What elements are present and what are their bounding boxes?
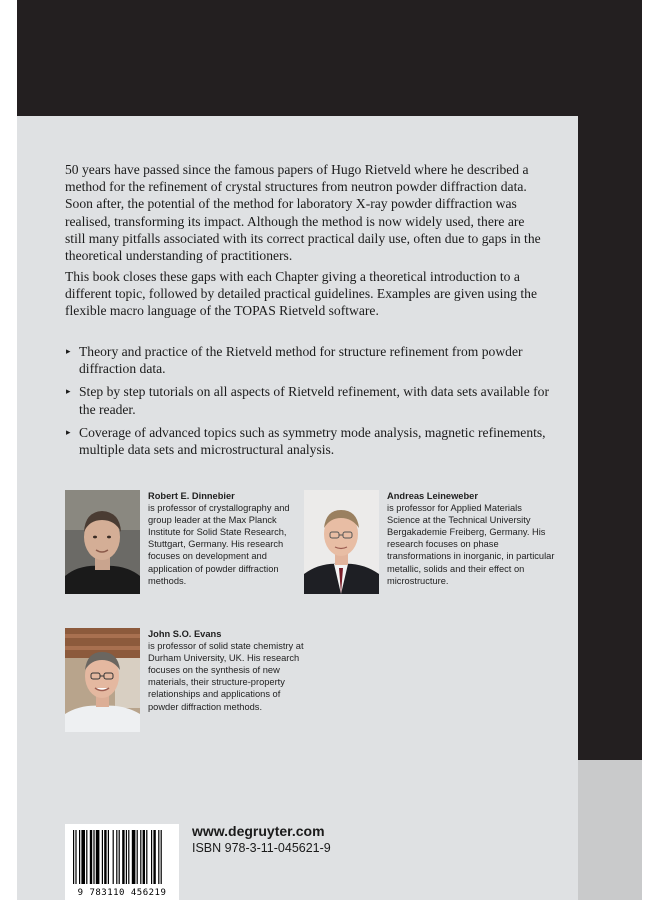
author-name: John S.O. Evans: [148, 629, 222, 639]
feature-bullet-list: [65, 343, 555, 464]
barcode-bar: [119, 830, 120, 884]
feature-bullet-item: [65, 383, 555, 417]
author-name: Andreas Leineweber: [387, 491, 478, 501]
barcode-bar: [126, 830, 127, 884]
barcode-bars-icon: [65, 824, 179, 886]
author-name: Robert E. Dinnebier: [148, 491, 235, 501]
barcode-bar: [96, 830, 100, 884]
barcode-bar: [153, 830, 155, 884]
barcode-bar: [132, 830, 136, 884]
barcode-bar: [143, 830, 145, 884]
blurb-paragraph-2: This book closes these gaps with each Chapter giving a theoretical introduction to a different topic, followed by detailed practical guidelines. Examples are given using the flexible macro language of the TOPAS Rietveld software.: [65, 269, 537, 319]
barcode-bar: [73, 830, 74, 884]
barcode-bar: [108, 830, 109, 884]
isbn-number: ISBN 978-3-11-045621-9: [192, 841, 331, 855]
bullet-text: Coverage of advanced topics such as symmetry mode analysis, magnetic refinements, multiple data sets and microstructural analysis.: [79, 424, 546, 458]
barcode-bar: [146, 830, 147, 884]
bullet-triangle-icon: ▸: [66, 346, 71, 356]
back-cover-panel: [17, 116, 578, 900]
bullet-text: Theory and practice of the Rietveld method for structure refinement from powder diffraction data.: [79, 344, 523, 377]
barcode-bar: [137, 830, 138, 884]
bullet-text: Step by step tutorials on all aspects of Rietveld refinement, with data sets available for the reader.: [79, 384, 549, 417]
barcode-bar: [122, 830, 124, 884]
publisher-url[interactable]: www.degruyter.com: [192, 823, 325, 839]
author-photo-evans: [65, 628, 140, 732]
barcode-bar: [93, 830, 94, 884]
barcode-bar: [102, 830, 103, 884]
barcode-bar: [161, 830, 162, 884]
barcode-bar: [140, 830, 141, 884]
author-photo-leineweber: [304, 490, 379, 594]
isbn-barcode: [65, 824, 179, 900]
barcode-bar: [90, 830, 92, 884]
author-description: is professor for Applied Materials Science at the Technical University Bergakademie Freiberg, Germany. His research focuses on phase transformations in inorganic, in particular metallic, solids and their effect on microstructure.: [387, 503, 555, 586]
publisher-info: [192, 822, 331, 857]
barcode-bar: [81, 830, 85, 884]
bullet-triangle-icon: ▸: [66, 386, 71, 397]
barcode-bar: [104, 830, 106, 884]
barcode-bar: [158, 830, 159, 884]
barcode-bar: [128, 830, 129, 884]
spine-edge-strip: [578, 760, 642, 900]
barcode-bar: [86, 830, 87, 884]
barcode-digits: 9 783110 456219: [77, 888, 167, 898]
author-bio-dinnebier: [148, 490, 308, 587]
author-bio-evans: [148, 628, 308, 713]
author-description: is professor of crystallography and group leader at the Max Planck Institute for Solid State Research, Stuttgart, Germany. His research focuses on development and application of powder diffraction methods.: [148, 503, 290, 586]
barcode-bar: [79, 830, 80, 884]
feature-bullet-item: [65, 424, 555, 458]
barcode-bar: [151, 830, 152, 884]
author-photo-dinnebier: [65, 490, 140, 594]
feature-bullet-item: [65, 343, 555, 377]
author-bio-leineweber: [387, 490, 555, 587]
barcode-bar: [116, 830, 117, 884]
blurb-paragraph-1: 50 years have passed since the famous papers of Hugo Rietveld where he described a method for the refinement of crystal structures from neutron powder diffraction data. Soon after, the potential of the method for laboratory X-ray powder diffraction was realised, transforming its impact. Although the method is now widely used, there are still many pitfalls associated with its correct practical daily use, often due to gaps in the theoretical understanding of practitioners.: [65, 162, 541, 264]
author-description: is professor of solid state chemistry at Durham University, UK. His research focuses on the synthesis of new materials, their structure-property relationships and applications of powder diffraction methods.: [148, 641, 304, 712]
bullet-triangle-icon: ▸: [66, 426, 71, 437]
barcode-bar: [113, 830, 114, 884]
barcode-bar: [75, 830, 76, 884]
